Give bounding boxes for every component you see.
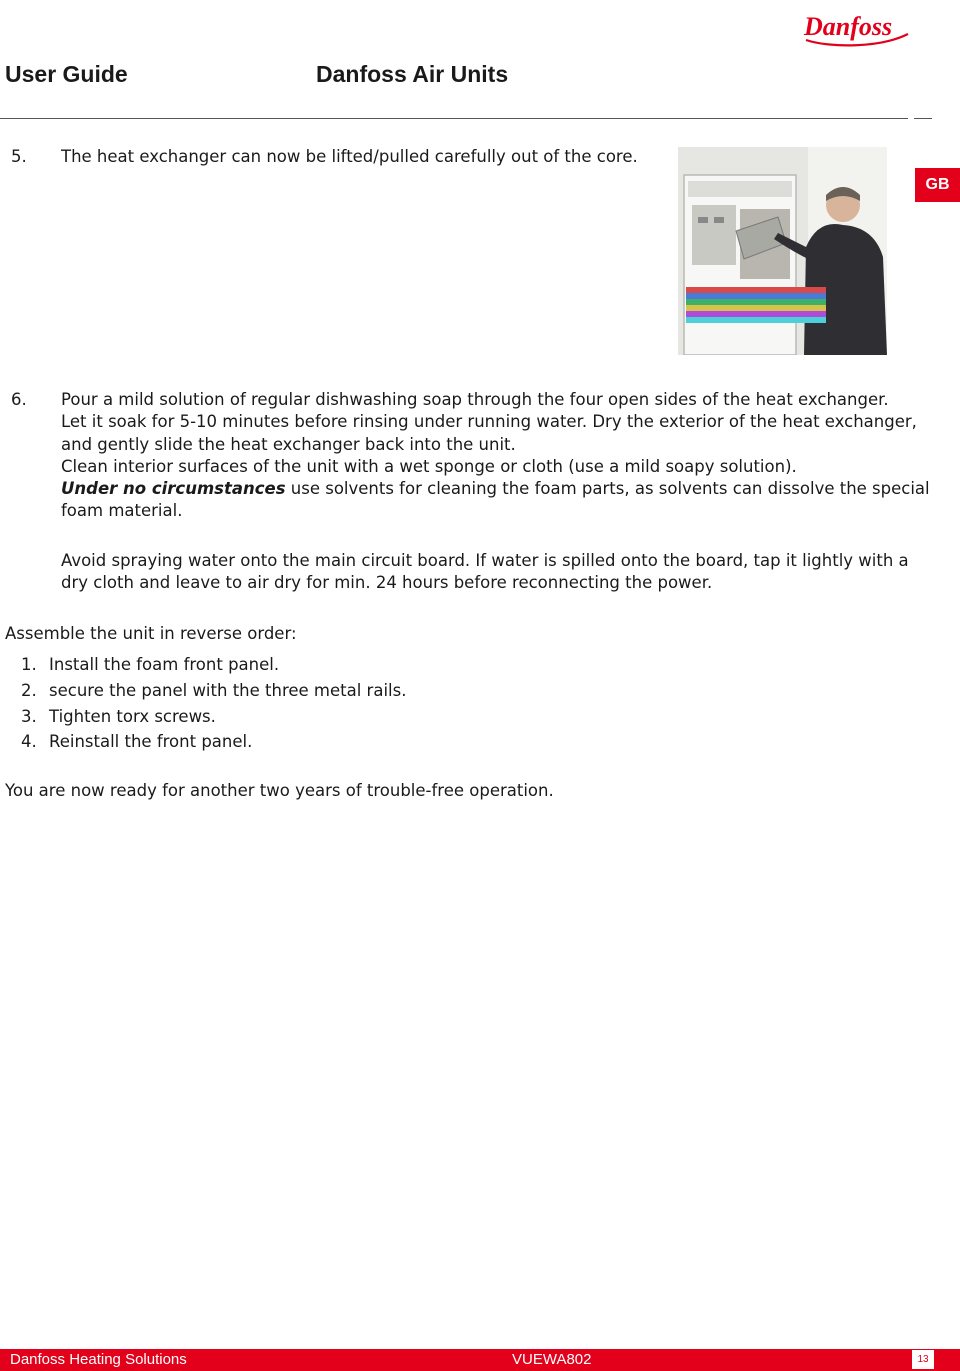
- warning-emphasis: Under no circumstances: [61, 479, 286, 498]
- list-item: [21, 678, 406, 704]
- list-item-number: 4.: [21, 732, 37, 752]
- footer-doc-code: VUEWA802: [512, 1351, 592, 1368]
- list-item: [21, 652, 406, 678]
- step6-line-4: Clean interior surfaces of the unit with a wet sponge or cloth (use a mild soapy solution).: [61, 457, 797, 476]
- doc-type-title: User Guide: [5, 61, 128, 87]
- header-rule: [0, 118, 908, 119]
- warning-text: use solvents for cleaning the foam parts, as solvents can dissolve the special: [285, 479, 930, 498]
- list-item-number: 3.: [21, 706, 37, 726]
- step5-text: The heat exchanger can now be lifted/pulled carefully out of the core.: [61, 147, 638, 166]
- danfoss-logo: [800, 8, 912, 52]
- step5-number: 5.: [11, 147, 27, 166]
- assemble-steps-list: [21, 652, 406, 755]
- danfoss-logo-text: Danfoss: [804, 12, 893, 41]
- circuit-board-note-1: Avoid spraying water onto the main circuit board. If water is spilled onto the board, tap it lightly with a: [61, 551, 909, 570]
- list-item-text: Tighten torx screws.: [49, 706, 216, 726]
- list-item-number: 2.: [21, 680, 37, 700]
- list-item: [21, 729, 406, 755]
- circuit-board-note-2: dry cloth and leave to air dry for min. 24 hours before reconnecting the power.: [61, 573, 713, 592]
- list-item-text: secure the panel with the three metal rails.: [49, 680, 407, 700]
- list-item-text: Install the foam front panel.: [49, 655, 280, 674]
- list-item-text: Reinstall the front panel.: [49, 732, 253, 752]
- step6-number: 6.: [11, 390, 27, 409]
- header-rule-short: [914, 118, 932, 119]
- step6-line-2: Let it soak for 5-10 minutes before rinsing under running water. Dry the exterior of the heat exchanger,: [61, 412, 917, 431]
- heat-exchanger-photo: [678, 147, 887, 355]
- product-title: Danfoss Air Units: [316, 61, 509, 87]
- page-number: 13: [912, 1350, 934, 1369]
- step6-line-1: Pour a mild solution of regular dishwashing soap through the four open sides of the heat exchanger.: [61, 390, 889, 409]
- step6-line-3: and gently slide the heat exchanger back into the unit.: [61, 435, 516, 454]
- footer-company: Danfoss Heating Solutions: [10, 1351, 187, 1368]
- photo-illustration: [678, 147, 887, 355]
- language-badge: GB: [915, 168, 960, 202]
- warning-text-cont: foam material.: [61, 501, 183, 520]
- solvent-warning: [61, 478, 930, 501]
- assemble-heading: Assemble the unit in reverse order:: [5, 624, 297, 643]
- closing-statement: You are now ready for another two years of trouble-free operation.: [5, 781, 554, 800]
- list-item-number: 1.: [21, 655, 37, 674]
- list-item: [21, 704, 406, 730]
